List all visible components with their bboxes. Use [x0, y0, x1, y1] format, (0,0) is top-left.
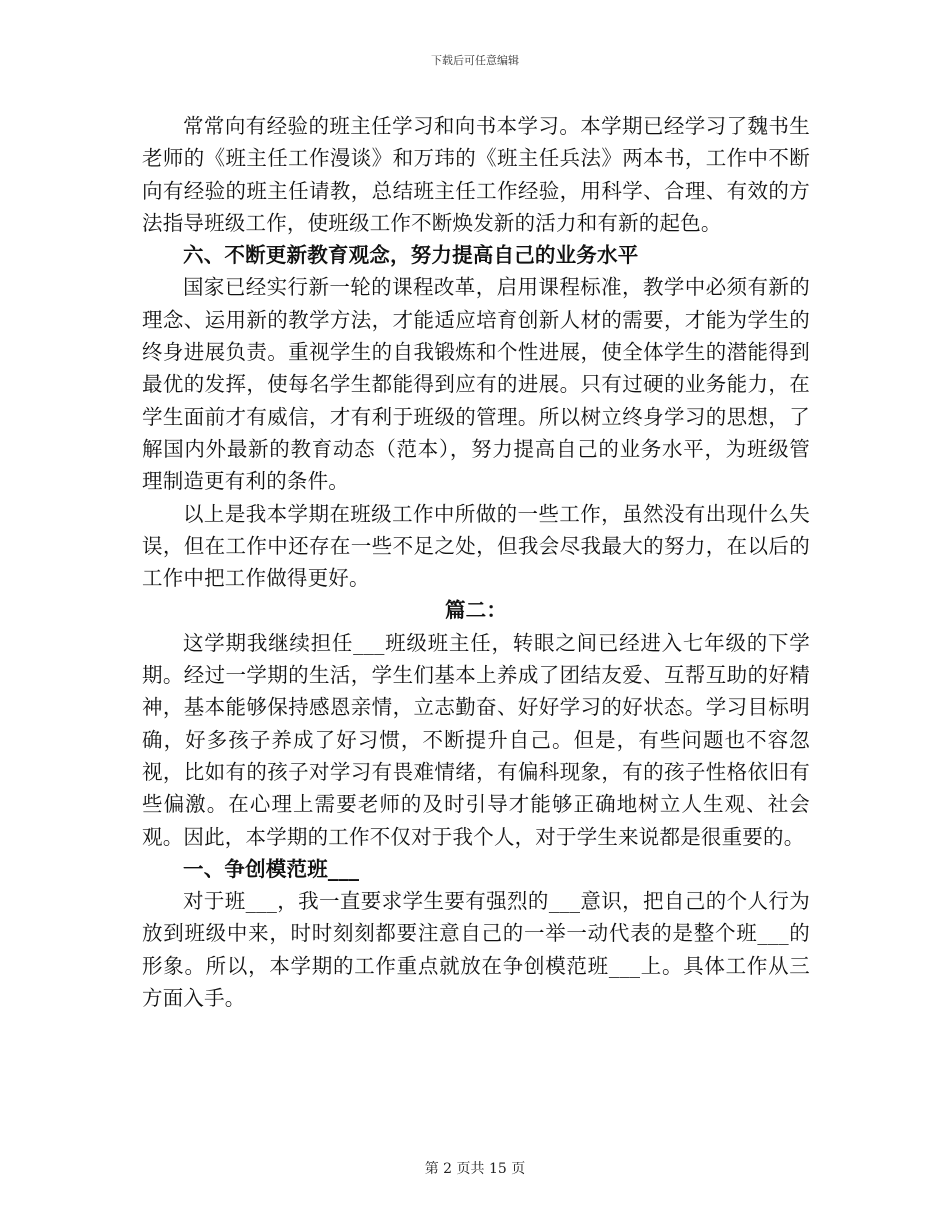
document-body	[142, 110, 810, 1014]
page-footer: 第 2 页共 15 页	[424, 1161, 526, 1177]
paragraph-model-class: 对于班___，我一直要求学生要有强烈的___意识，把自己的个人行为放到班级中来，时时刻刻都要注意自己的一举一动代表的是整个班___的形象。所以，本学期的工作重点就放在争创模范班___上。具体工作从三方面入手。	[142, 889, 810, 1011]
page-header: 下载后可任意编辑	[431, 54, 519, 67]
paragraph-semester-intro: 这学期我继续担任___班级班主任，转眼之间已经进入七年级的下学期。经过一学期的生活，学生们基本上养成了团结友爱、互帮互助的好精神，基本能够保持感恩亲情，立志勤奋、好好学习的好状态。学习目标明确，好多孩子养成了好习惯，不断提升自己。但是，有些问题也不容忽视，比如有的孩子对学习有畏难情绪，有偏科现象，有的孩子性格依旧有些偏激。在心理上需要老师的及时引导才能够正确地树立人生观、社会观。因此，本学期的工作不仅对于我个人，对于学生来说都是很重要的。	[142, 630, 810, 849]
paragraph-study: 常常向有经验的班主任学习和向书本学习。本学期已经学习了魏书生老师的《班主任工作漫谈》和万玮的《班主任兵法》两本书，工作中不断向有经验的班主任请教，总结班主任工作经验，用科学、合理、有效的方法指导班级工作，使班级工作不断焕发新的活力和有新的起色。	[142, 114, 810, 235]
paragraph-summary: 以上是我本学期在班级工作中所做的一些工作，虽然没有出现什么失误，但在工作中还存在一些不足之处，但我会尽我最大的努力，在以后的工作中把工作做得更好。	[142, 501, 810, 591]
heading-part-two: 篇二：	[444, 598, 508, 623]
heading-section-six: 六、不断更新教育观念，努力提高自己的业务水平	[183, 243, 639, 268]
heading-model-class: 一、争创模范班___	[183, 856, 360, 881]
paragraph-education-concept: 国家已经实行新一轮的课程改革，启用课程标准，教学中必须有新的理念、运用新的教学方法，才能适应培育创新人材的需要，才能为学生的终身进展负责。重视学生的自我锻炼和个性进展，使全体学生的潜能得到最优的发挥，使每名学生都能得到应有的进展。只有过硬的业务能力，在学生面前才有威信，才有利于班级的管理。所以树立终身学习的思想，了解国内外最新的教育动态（范本），努力提高自己的业务水平，为班级管理制造更有利的条件。	[142, 275, 810, 494]
